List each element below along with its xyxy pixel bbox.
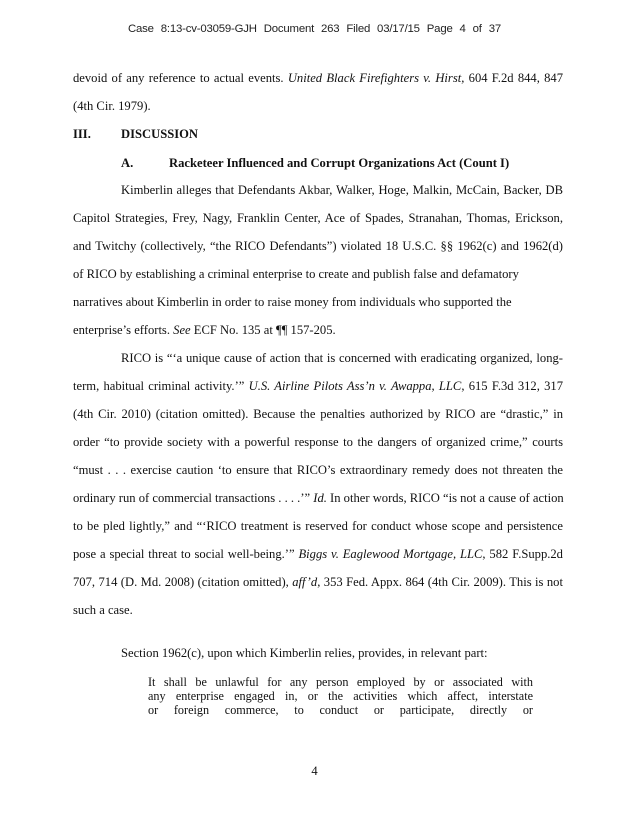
subsection-heading [121, 155, 563, 171]
text-line [73, 322, 563, 338]
page-number: 4 [311, 764, 318, 778]
case-number: Case 8:13-cv-03059-GJH [128, 23, 257, 35]
text-span: 707, 714 (D. Md. 2008) (citation omitted), [73, 575, 293, 589]
text-span: devoid of any reference to actual events. [73, 71, 288, 85]
text-span: ECF No. 135 at ¶¶ 157-205. [190, 323, 336, 337]
filed-date: Filed 03/17/15 [346, 23, 420, 35]
text-span: pose a special threat to social well-being.’” [73, 547, 299, 561]
block-quote-line: It shall be unlawful for any person employed by or associated with [148, 675, 533, 689]
text-span: , 353 Fed. Appx. 864 (4th Cir. 2009). This is not [317, 575, 563, 589]
text-line: (4th Cir. 2010) (citation omitted). Because the penalties authorized by RICO are “drastic,” in [73, 407, 563, 421]
subsection-title: Racketeer Influenced and Corrupt Organizations Act (Count I) [169, 156, 510, 170]
text-line: such a case. [73, 603, 133, 617]
block-quote-line: or foreign commerce, to conduct or participate, directly or [148, 703, 533, 717]
case-citation: Id. [313, 491, 327, 505]
text-span: 604 F.2d 844, 847 [464, 71, 564, 85]
section-heading [73, 126, 563, 142]
block-quote-line: any enterprise engaged in, or the activities which affect, interstate [148, 689, 533, 703]
text-line: to be pled lightly,” and “‘RICO treatment is reserved for conduct whose scope and persistence [73, 519, 563, 533]
text-line [73, 378, 563, 394]
text-line: and Twitchy (collectively, “the RICO Defendants”) violated 18 U.S.C. §§ 1962(c) and 1962(d) [73, 239, 563, 253]
page-of: Page 4 of 37 [426, 23, 501, 35]
text-line: Section 1962(c), upon which Kimberlin relies, provides, in relevant part: [121, 646, 488, 660]
text-line: order “to provide society with a powerful response to the dangers of organized crime,” courts [73, 435, 563, 449]
text-line: RICO is “‘a unique cause of action that is concerned with eradicating organized, long- [121, 351, 563, 365]
text-span: enterprise’s efforts. [73, 323, 174, 337]
text-line [73, 70, 563, 86]
text-span: ordinary run of commercial transactions . . . .’” [73, 491, 314, 505]
section-title: DISCUSSION [121, 127, 198, 141]
text-line: “must . . . exercise caution ‘to ensure that RICO’s extraordinary remedy does not threaten the [73, 463, 563, 477]
case-citation: aff’d [292, 575, 318, 589]
case-citation: Biggs v. Eaglewood Mortgage, LLC [298, 547, 483, 561]
signal-word: See [173, 323, 191, 337]
subsection-number: A. [121, 156, 134, 170]
case-citation: U.S. Airline Pilots Ass’n v. Awappa, LLC [248, 379, 462, 393]
text-line [73, 546, 563, 562]
text-line: Kimberlin alleges that Defendants Akbar, Walker, Hoge, Malkin, McCain, Backer, DB [121, 183, 563, 197]
case-citation: United Black Firefighters v. Hirst, [287, 71, 465, 85]
case-header [0, 23, 629, 35]
text-line: (4th Cir. 1979). [73, 99, 151, 113]
text-line: narratives about Kimberlin in order to raise money from individuals who supported the [73, 295, 512, 309]
section-number: III. [73, 127, 91, 141]
text-span: , 615 F.3d 312, 317 [461, 379, 563, 393]
text-line [73, 574, 563, 590]
text-span: term, habitual criminal activity.’” [73, 379, 249, 393]
document-number: Document 263 [263, 23, 340, 35]
text-span: In other words, RICO “is not a cause of action [326, 491, 564, 505]
text-span: , 582 F.Supp.2d [482, 547, 563, 561]
text-line [73, 490, 563, 506]
text-line: Capitol Strategies, Frey, Nagy, Franklin Center, Ace of Spades, Stranahan, Thomas, Erickson, [73, 211, 563, 225]
text-line: of RICO by establishing a criminal enterprise to create and publish false and defamatory [73, 267, 519, 281]
